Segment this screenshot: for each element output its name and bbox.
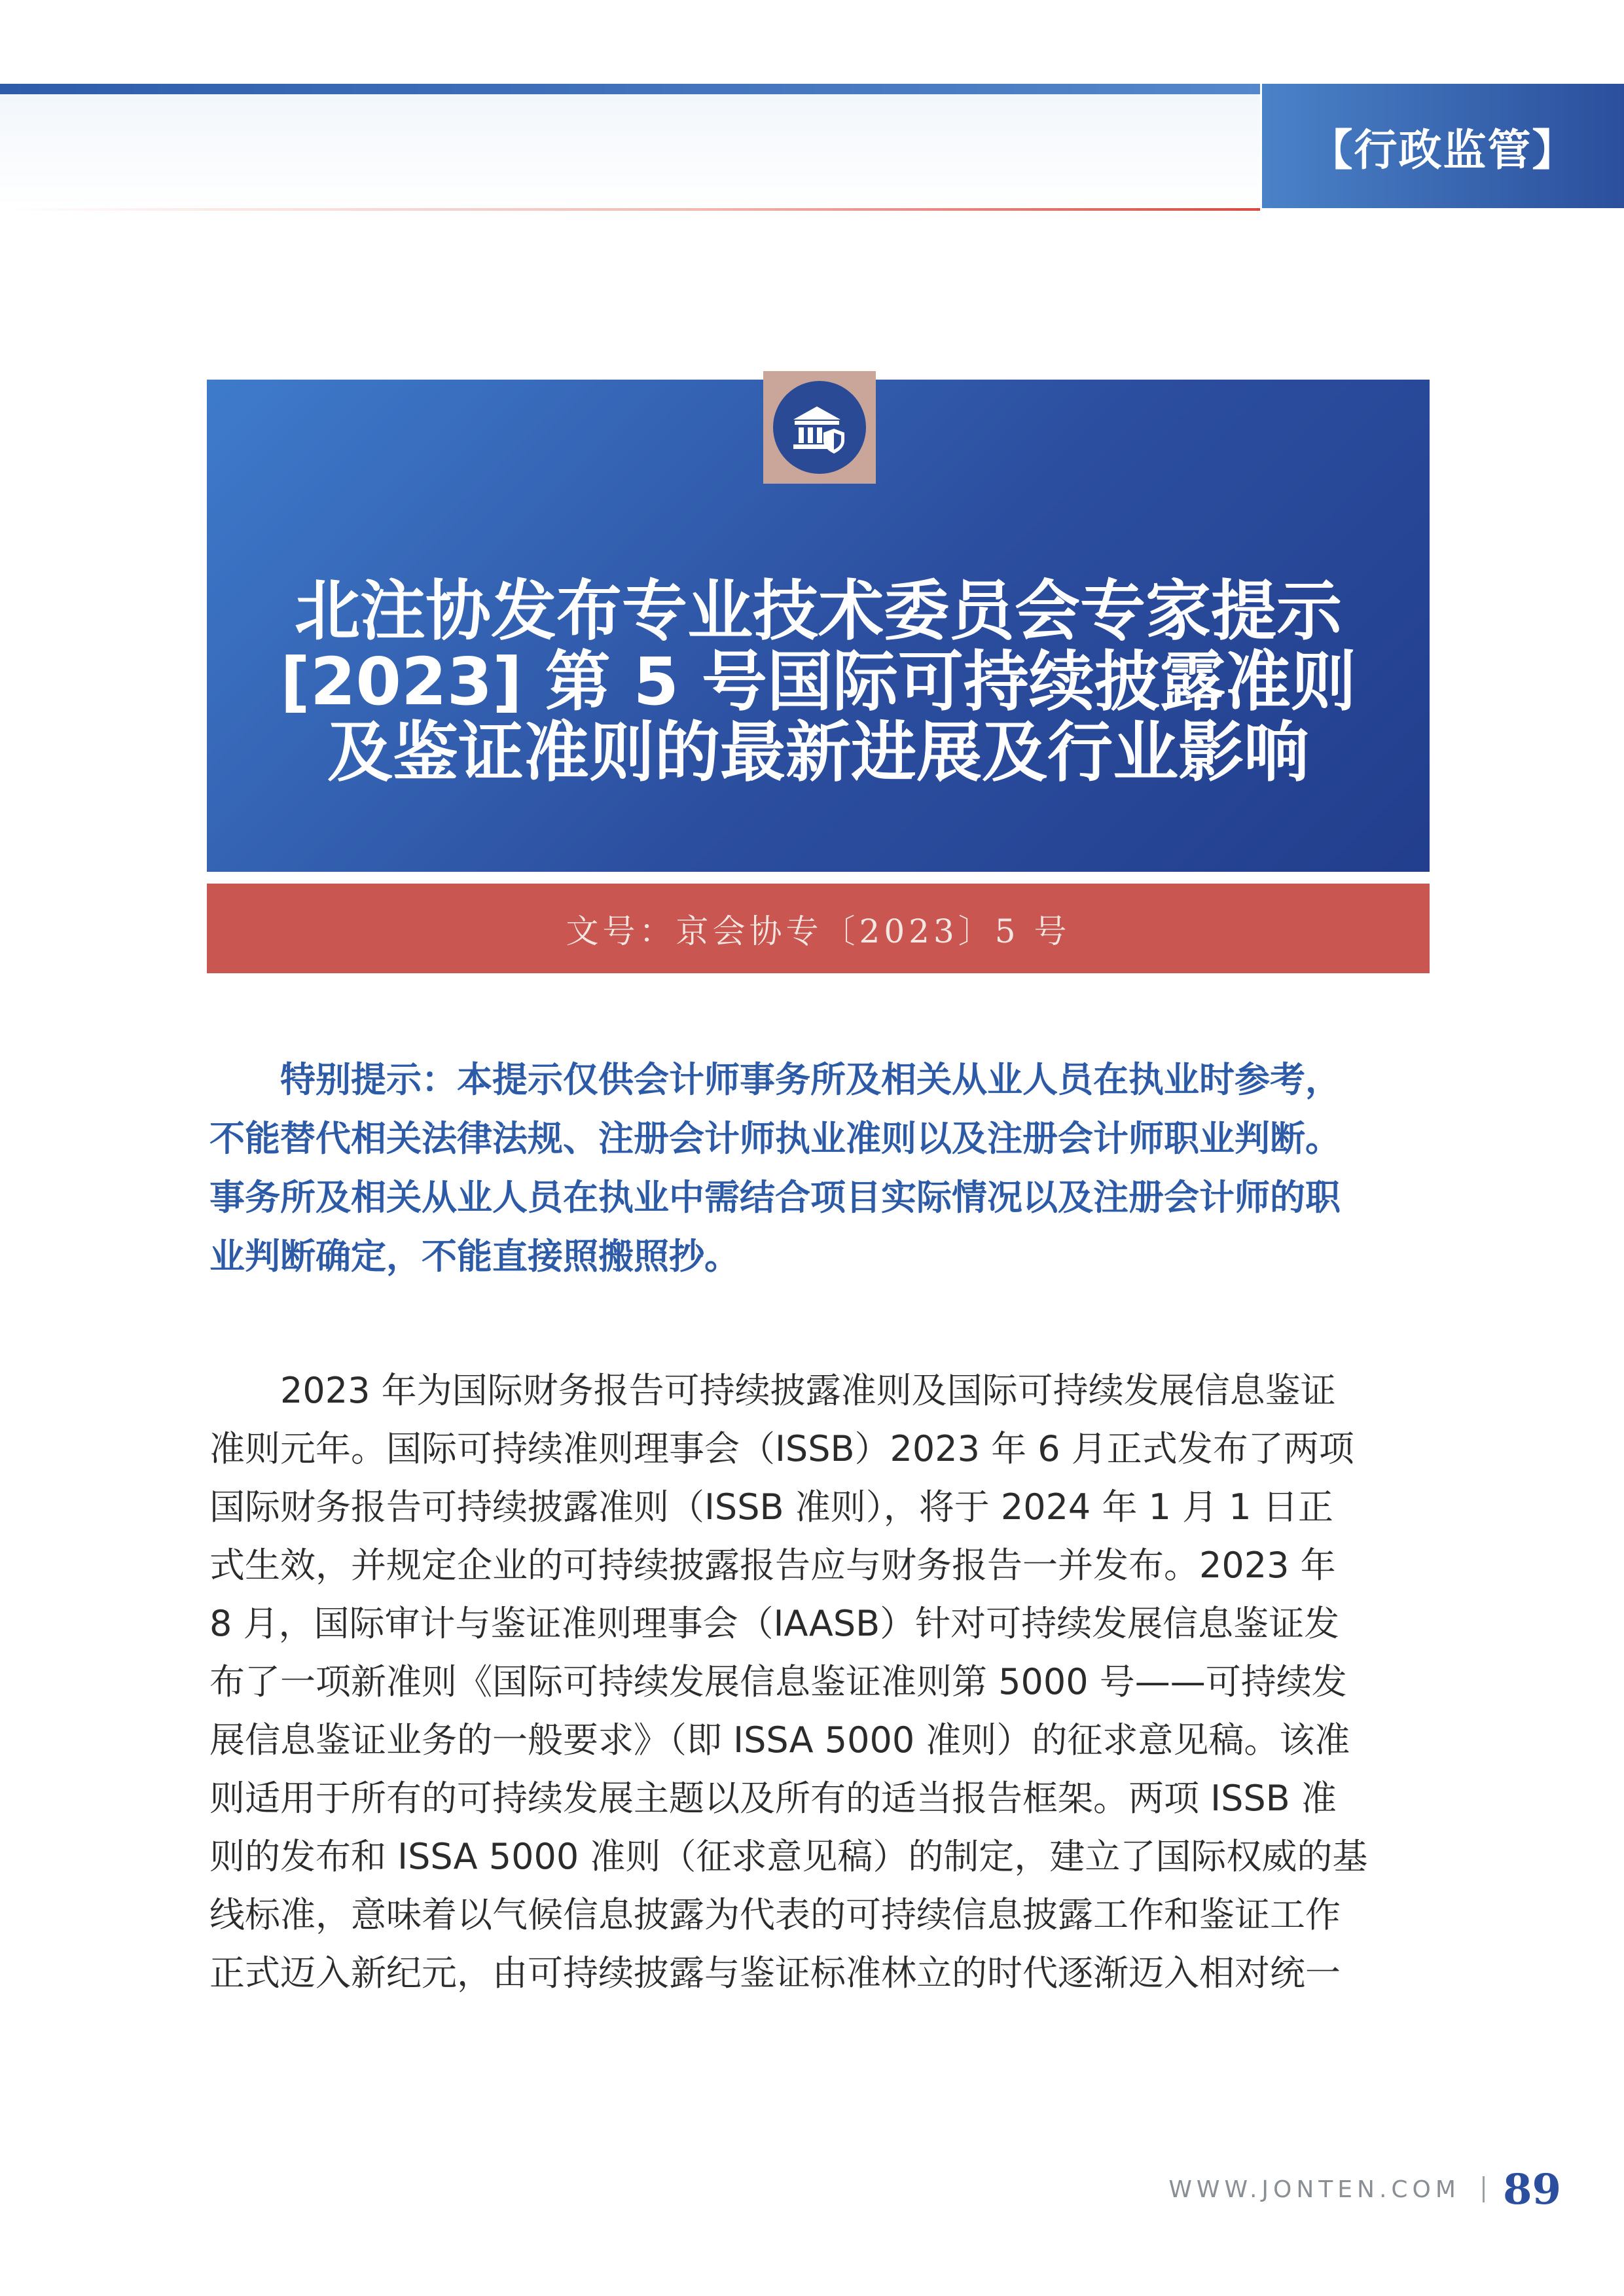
body-line: 准则元年。国际可持续准则理事会（ISSB）2023 年 6 月正式发布了两项 xyxy=(209,1428,1354,1469)
section-tab-label: 【行政监管】 xyxy=(1309,124,1577,175)
body-line: 正式迈入新纪元，由可持续披露与鉴证标准林立的时代逐渐迈入相对统一 xyxy=(209,1952,1341,1994)
bank-shield-icon xyxy=(773,381,866,474)
title-line: [2023] 第 5 号国际可持续披露准则 xyxy=(280,643,1356,720)
footer-separator xyxy=(1483,2176,1485,2202)
body-line: 国际财务报告可持续披露准则（ISSB 准则），将于 2024 年 1 月 1 日正 xyxy=(209,1486,1333,1528)
title-line: 北注协发布专业技术委员会专家提示 xyxy=(295,573,1342,649)
body-line: 布了一项新准则《国际可持续发展信息鉴证准则第 5000 号——可持续发 xyxy=(209,1661,1347,1702)
document-number-bar xyxy=(207,884,1430,973)
section-tab xyxy=(1262,84,1624,208)
bank-shield-icon-graphic xyxy=(788,396,851,459)
page-number: 89 xyxy=(1502,2164,1561,2214)
body-line: 8 月，国际审计与鉴证准则理事会（IAASB）针对可持续发展信息鉴证发 xyxy=(209,1603,1340,1644)
body-line: 2023 年为国际财务报告可持续披露准则及国际可持续发展信息鉴证 xyxy=(209,1370,1336,1411)
header-blue-rule xyxy=(0,84,1260,94)
header-band xyxy=(0,84,1260,208)
notice-line: 不能替代相关法律法规、注册会计师执业准则以及注册会计师职业判断。 xyxy=(209,1118,1341,1159)
page-footer xyxy=(1168,2163,1561,2215)
special-notice xyxy=(209,1050,1431,1286)
title-line: 及鉴证准则的最新进展及行业影响 xyxy=(327,714,1309,791)
footer-url: WWW.JONTEN.COM xyxy=(1168,2176,1460,2203)
notice-line: 特别提示：本提示仅供会计师事务所及相关从业人员在执业时参考， xyxy=(209,1059,1341,1100)
body-line: 式生效，并规定企业的可持续披露报告应与财务报告一并发布。2023 年 xyxy=(209,1545,1336,1586)
article-title xyxy=(207,573,1430,791)
body-line: 展信息鉴证业务的一般要求》（即 ISSA 5000 准则）的征求意见稿。该准 xyxy=(209,1719,1350,1761)
section-logo xyxy=(763,371,876,484)
notice-line: 业判断确定，不能直接照搬照抄。 xyxy=(209,1236,740,1277)
body-line: 则适用于所有的可持续发展主题以及所有的适当报告框架。两项 ISSB 准 xyxy=(209,1778,1337,1819)
notice-line: 事务所及相关从业人员在执业中需结合项目实际情况以及注册会计师的职 xyxy=(209,1177,1341,1218)
body-text xyxy=(209,1361,1431,2002)
header-red-rule xyxy=(0,208,1260,211)
body-line: 则的发布和 ISSA 5000 准则（征求意见稿）的制定，建立了国际权威的基 xyxy=(209,1836,1368,1877)
body-line: 线标准，意味着以气候信息披露为代表的可持续信息披露工作和鉴证工作 xyxy=(209,1894,1341,1935)
document-number: 文号：京会协专〔2023〕5 号 xyxy=(566,912,1071,950)
